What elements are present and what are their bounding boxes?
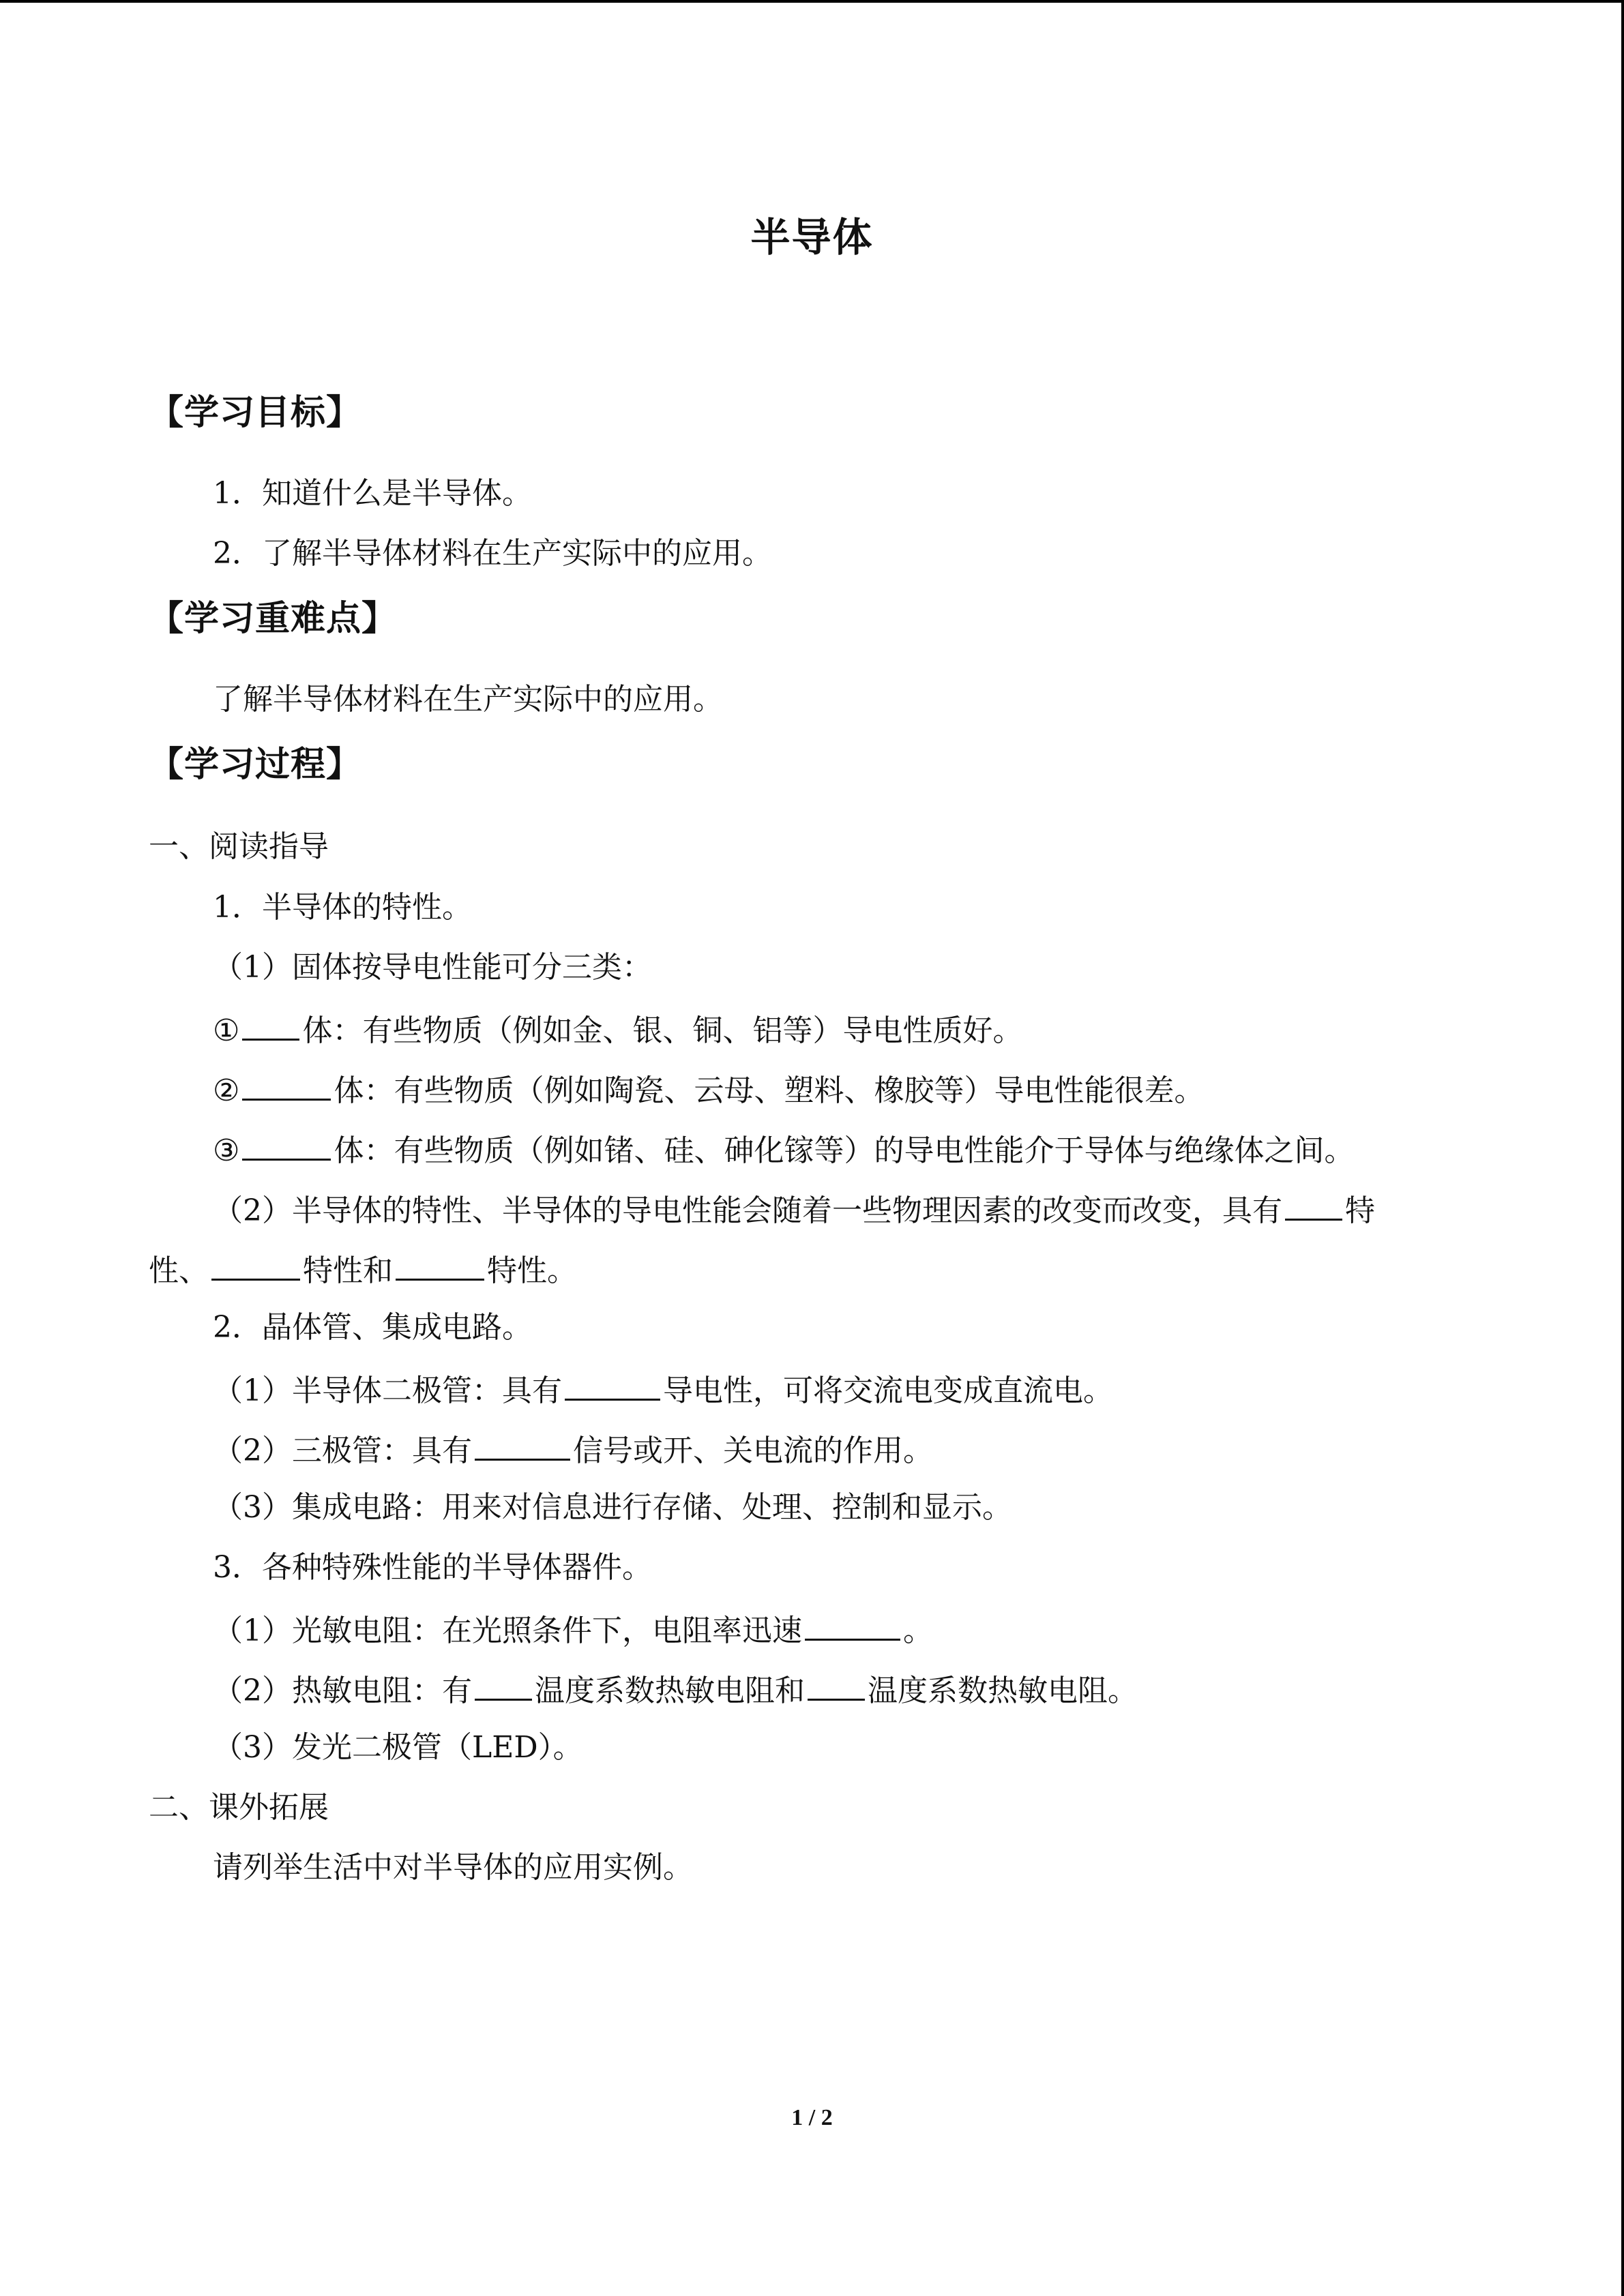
subsection-2: 2．晶体管、集成电路。 — [213, 1310, 532, 1345]
fill-blank — [242, 1066, 331, 1101]
fill-blank — [211, 1246, 300, 1281]
subsection-3-2: （2）热敏电阻：有 温度系数热敏电阻和 温度系数热敏电阻。 — [213, 1666, 1138, 1713]
subsection-2-3: （3）集成电路：用来对信息进行存储、处理、控制和显示。 — [213, 1490, 1012, 1525]
fill-blank — [242, 1126, 331, 1161]
fill-blank — [396, 1246, 484, 1281]
section-heading-goals: 【学习目标】 — [149, 393, 362, 433]
classification-item-3: ③ 体：有些物质（例如锗、硅、砷化镓等）的导电性能介于导体与绝缘体之间。 — [213, 1126, 1354, 1173]
subsection-1-2-cont: 性、 特性和 特性。 — [149, 1246, 577, 1293]
subsection-3-1: （1）光敏电阻：在光照条件下，电阻率迅速 。 — [213, 1606, 933, 1653]
page-border-right — [1621, 0, 1624, 2296]
fill-blank — [1285, 1186, 1342, 1221]
subsection-3-3: （3）发光二极管（LED）。 — [213, 1730, 583, 1765]
classification-item-1: ① 体：有些物质（例如金、银、铜、铝等）导电性质好。 — [213, 1006, 1022, 1053]
goal-item: 1．知道什么是半导体。 — [213, 476, 532, 511]
page-border-top — [0, 0, 1624, 3]
part2-text: 请列举生活中对半导体的应用实例。 — [213, 1850, 693, 1885]
fill-blank — [805, 1606, 900, 1641]
fill-blank — [565, 1366, 660, 1401]
subsection-1: 1．半导体的特性。 — [213, 890, 472, 925]
section-heading-process: 【学习过程】 — [149, 745, 362, 785]
classification-item-2: ② 体：有些物质（例如陶瓷、云母、塑料、橡胶等）导电性能很差。 — [213, 1066, 1204, 1113]
subsection-2-1: （1）半导体二极管：具有 导电性，可将交流电变成直流电。 — [213, 1366, 1113, 1413]
fill-blank — [808, 1666, 865, 1701]
key-points-text: 了解半导体材料在生产实际中的应用。 — [213, 682, 723, 717]
fill-blank — [242, 1006, 299, 1041]
subsection-3: 3．各种特殊性能的半导体器件。 — [213, 1550, 652, 1585]
section-heading-key-points: 【学习重难点】 — [149, 599, 398, 639]
fill-blank — [475, 1426, 570, 1461]
subsection-1-1: （1）固体按导电性能可分三类： — [213, 950, 652, 985]
part2-heading: 二、课外拓展 — [149, 1790, 329, 1825]
subsection-2-2: （2）三极管：具有 信号或开、关电流的作用。 — [213, 1426, 933, 1473]
goal-item: 2．了解半导体材料在生产实际中的应用。 — [213, 536, 772, 571]
fill-blank — [475, 1666, 532, 1701]
subsection-1-2: （2）半导体的特性、半导体的导电性能会随着一些物理因素的改变而改变，具有 特 — [213, 1186, 1375, 1233]
document-title: 半导体 — [750, 214, 874, 260]
part1-heading: 一、阅读指导 — [149, 829, 329, 864]
page-number: 1 / 2 — [791, 2105, 833, 2130]
